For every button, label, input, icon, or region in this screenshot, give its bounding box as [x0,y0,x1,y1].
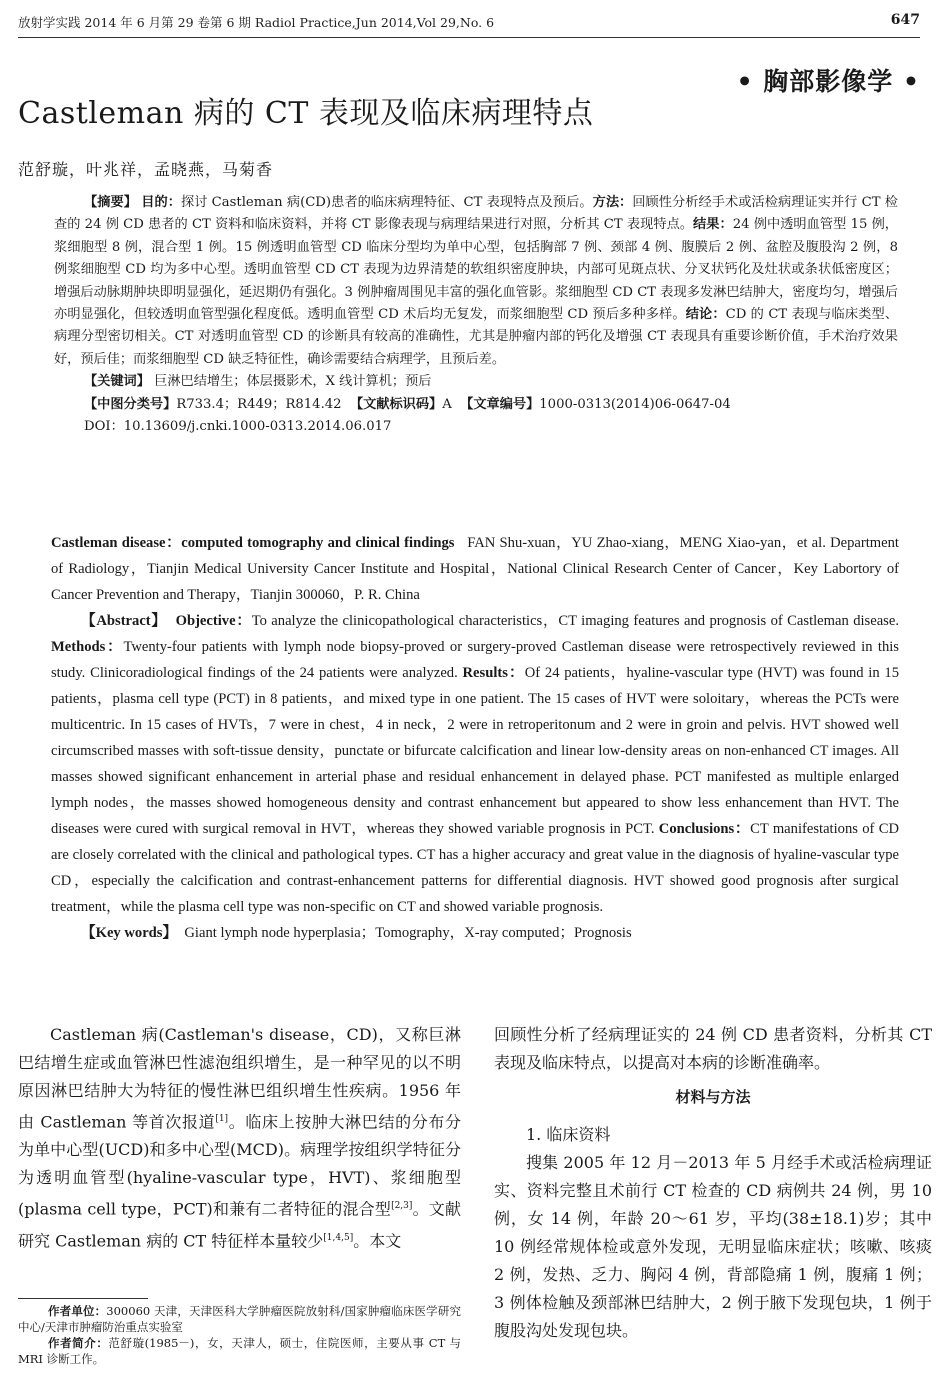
classification-line [54,394,898,416]
clinical-data-paragraph: 搜集 2005 年 12 月－2013 年 5 月经手术或活检病理证实、资料完整且术前行 CT 检查的 CD 病例共 24 例，男 10 例，女 14 例，年龄 20～61 岁，平均(38±18.1)岁；其中 10 例经常规体检或意外发现，无明显临床症状；咳嗽、咳痰 2 例，发热、乏力、胸闷 4 例，背部隐痛 1 例，腹痛 1 例；3 例体检触及颈部淋巴结肿大，2 例于腋下发现包块，1 例于腹股沟处发现包块。 [494,1153,932,1340]
results-label: 结果： [693,217,733,233]
article-no-value: 1000-0313(2014)06-0647-04 [539,396,731,412]
doc-code-label: 【文献标识码】 [349,396,443,412]
results-text: 24 例中透明血管型 15 例，浆细胞型 8 例，混合型 1 例。15 例透明血管型 CD 临床分型均为单中心型，包括胸部 7 例、颈部 4 例、腹膜后 2 例、盆腔及腹股沟 2 例，8 例浆细胞型 CD 均为多中心型。透明血管型 CD CT 表现为边界清楚的软组织密度肿块，内部可见斑点状、分叉状钙化及灶状或条状低密度区；增强后动脉期肿块即明显强化，延迟期仍有强化。3 例肿瘤周围见丰富的强化血管影。浆细胞型 CD CT 表现多发淋巴结肿大，密度均匀，增强后亦明显强化，但较透明血管型强化程度低。透明血管型 CD 术后均无复发，而浆细胞型 CD 预后多种多样。 [54,217,898,323]
section-heading: 材料与方法 [675,1088,751,1106]
en-conclusions-label: Conclusions： [658,821,751,837]
clc-label: 【中图分类号】 [84,396,177,412]
ref-2: [2,3] [391,1201,413,1212]
page-number: 647 [890,12,920,28]
unit-text: 300060 天津，天津医科大学肿瘤医院放射科/国家肿瘤临床医学研究中心/天津市肿瘤防治重点实验室 [18,1304,461,1334]
objective-text: 探讨 Castleman 病(CD)患者的临床病理特征、CT 表现特点及预后。 [180,195,593,210]
en-keywords-text: Giant lymph node hyperplasia；Tomography，X-ray computed；Prognosis [184,925,632,941]
en-results-label: Results： [462,665,525,681]
footnote-rule [18,1298,148,1299]
conclusion-text: CD 的 CT 表现与临床类型、病理分型密切相关。CT 对透明血管型 CD 的诊断具有较高的准确性，尤其是肿瘤内部的钙化及增强 CT 表现具有重要诊断价值，手术治疗效果好，预后佳；而浆细胞型 CD 缺乏特征性，确诊需要结合病理学，且预后差。 [54,307,899,367]
doi: DOI：10.13609/j.cnki.1000-0313.2014.06.017 [84,419,392,435]
keywords-cn-label: 【关键词】 [84,374,150,390]
methods-label: 方法： [592,195,633,210]
ref-1: [1] [215,1114,229,1124]
en-conclusions: CT manifestations of CD are closely correlated with the clinical and pathological types. CT has a higher accuracy and great value in the diagnosis of hyaline-vascular type CD，especially the calcification and contrast-enhancement patterns for differential diagnosis. HVT showed good prognosis after surgical treatment，while the plasma cell type was non-specific on CT and showed variable prognosis. [51,821,899,915]
footnote-unit [18,1303,461,1335]
section-label: • 胸部影像学 • [736,67,920,96]
en-methods-label: Methods： [51,639,124,655]
methods-text: 回顾性分析经手术或活检病理证实并行 CT 检查的 24 例 CD 患者的 CT 资料和临床资料，并将 CT 影像表现与病理结果进行对照，分析其 CT 表现特点。 [54,195,898,233]
intro-text-a: Castleman 病(Castleman's disease，CD)，又称巨淋巴结增生症或血管淋巴性滤泡组织增生，是一种罕见的以不明原因淋巴结肿大为特征的慢性淋巴组织增生性疾病。1956 年由 Castleman 等首次报道 [18,1025,461,1132]
abstract-en [51,530,899,946]
bio-label: 作者简介： [48,1336,109,1350]
en-title: Castleman disease：computed tomography and clinical findings [51,535,455,551]
header-rule [18,37,920,38]
objective-label: 目的： [141,195,181,210]
bio-text: 范舒璇(1985－)，女，天津人，硕士，住院医师，主要从事 CT 与 MRI 诊断工作。 [18,1336,461,1366]
running-header: 放射学实践 2014 年 6 月第 29 卷第 6 期 Radiol Practice,Jun 2014,Vol 29,No. 6 [18,15,495,30]
body-right-column [494,1021,932,1345]
doc-code-value: A [442,396,452,412]
footnote-bio [18,1335,461,1367]
article-title: Castleman 病的 CT 表现及临床病理特点 [18,96,594,131]
en-keywords [51,920,899,946]
abstract-cn [54,192,898,438]
intro-text-b: 。临床上按肿大淋巴结的分布分为单中心型(UCD)和多中心型(MCD)。病理学按组织学特征分为透明血管型(hyaline-vascular type，HVT)、浆细胞型(plasma cell type，PCT)和兼有二者特征的混合型 [18,1112,461,1219]
en-methods: Twenty-four patients with lymph node biopsy-proved or surgery-proved Castleman disease were retrospectively reviewed in this study. Clinicoradiological findings of the 24 patients were analyzed. [51,639,899,681]
intro-paragraph [18,1021,461,1255]
en-abstract-label: 【Abstract】 [81,613,167,629]
keywords-cn [54,371,898,393]
intro-text-d: 。本文 [353,1230,402,1250]
en-abstract-body [51,608,899,920]
en-objective: To analyze the clinicopathological characteristics，CT imaging features and prognosis of Castleman disease. [251,613,899,629]
en-objective-label: Objective： [175,613,252,629]
intro-text-c: 。文献研究 Castleman 病的 CT 特征样本量较少 [18,1199,461,1250]
footnotes [18,1303,461,1367]
article-no-label: 【文章编号】 [460,396,540,412]
en-affiliation: FAN Shu-xuan，YU Zhao-xiang，MENG Xiao-yan，et al. Department of Radiology，Tianjin Medical University Cancer Institute and Hospital，National Clinical Research Center of Cancer，Key Labortory of Cancer Prevention and Therapy，Tianjin 300060，P. R. China [51,535,899,603]
ref-3: [1,4,5] [323,1232,354,1243]
abstract-cn-label: 【摘要】 [84,195,137,210]
en-title-affiliation [51,530,899,608]
intro-continued: 回顾性分析了经病理证实的 24 例 CD 患者资料，分析其 CT 表现及临床特点，以提高对本病的诊断准确率。 [494,1025,932,1072]
body-left-column [18,1021,461,1255]
keywords-cn-text: 巨淋巴结增生；体层摄影术，X 线计算机；预后 [154,374,432,390]
en-keywords-label: 【Key words】 [81,925,178,941]
abstract-cn-body [54,192,898,371]
authors: 范舒璇，叶兆祥，孟晓燕，马菊香 [18,160,274,179]
en-results: Of 24 patients，hyaline-vascular type (HVT) was found in 15 patients，plasma cell type (PCT) in 8 patients，and mixed type in one patient. The 15 cases of HVT were soloitary，whereas the PCTs were multicentric. In 15 cases of HVTs，7 were in chest，4 in neck，2 were in retroperitonum and 2 were in groin and pelvis. HVT showed well circumscribed masses with soft-tissue density，punctate or bifurcate calcification and linear low-density areas on non-enhanced CT images. All masses showed significant enhancement in arterial phase and residual enhancement in delayed phase. PCT manifested as multiple enlarged lymph nodes，the masses showed homogeneous density and contrast enhancement but appeared to show less enhancement than HVT. The diseases were cured with surgical removal in HVT，whereas they showed variable prognosis in PCT. [51,665,900,837]
clc-value: R733.4；R449；R814.42 [176,396,342,412]
conclusion-label: 结论： [685,307,726,323]
unit-label: 作者单位： [48,1304,107,1318]
subsection-heading: 1. 临床资料 [526,1125,611,1144]
